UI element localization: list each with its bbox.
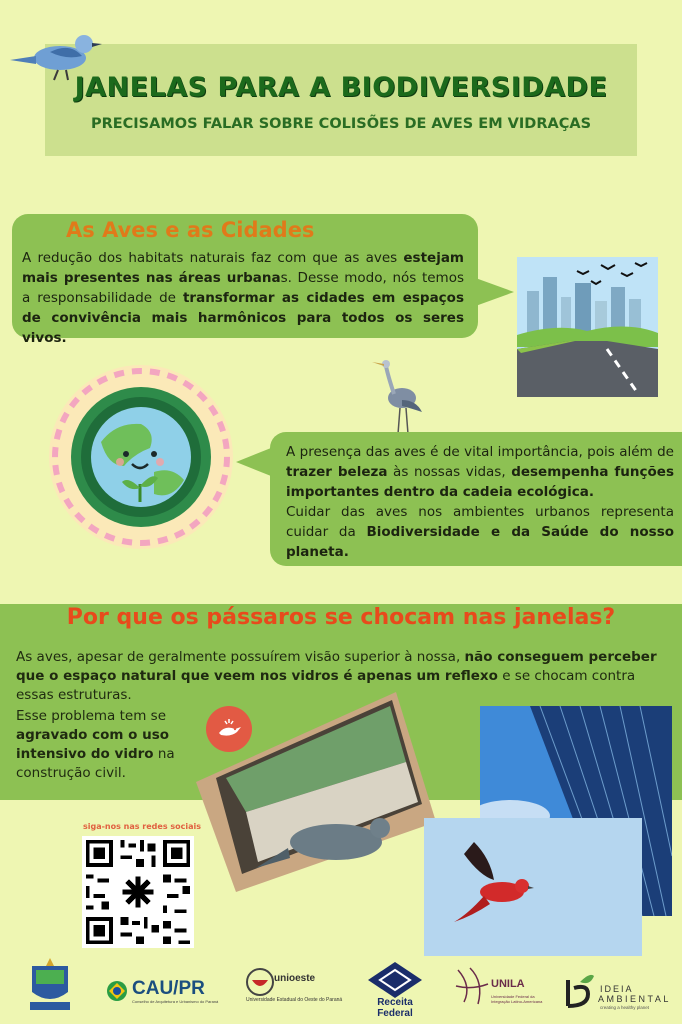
bird-importance-text: A presença das aves é de vital importância, pois além de trazer beleza às nossas vidas, desempenha funções importantes dentro da cadeia ecológica. Cuidar das aves nos ambientes urbanos representa cuidar da Biodiversidade e da Saúde do nosso planeta. bbox=[286, 444, 675, 560]
ideia-ambiental-logo-mark bbox=[560, 970, 596, 1012]
city-road-illustration bbox=[517, 257, 658, 397]
birds-cities-text: A redução dos habitats naturais faz com que as aves estejam mais presentes nas áreas urbanas. Desse modo, nós temos a responsabilidade de transformar as cidades em espaços de convivência mais harmônicos para todos os seres vivos. bbox=[22, 250, 464, 346]
window-collision-title: Por que os pássaros se chocam nas janelas? bbox=[66, 605, 616, 630]
glass-problem-text: Esse problema tem se agravado com o uso intensivo do vidro na construção civil. bbox=[16, 708, 175, 781]
unila-logo-mark bbox=[454, 966, 490, 1006]
bubble-tail bbox=[236, 446, 276, 478]
receita-federal-logo-mark bbox=[368, 962, 422, 998]
bubble-tail bbox=[470, 276, 514, 308]
unioeste-subtitle: Universidade Estadual do Oeste do Paraná bbox=[246, 997, 343, 1003]
unioeste-logo-text: unioeste bbox=[274, 973, 316, 984]
earth-birds-illustration bbox=[46, 362, 236, 552]
ideia-ambiental-logo-text-1: IDEIA bbox=[600, 984, 634, 994]
window-collision-text: As aves, apesar de geralmente possuírem visão superior à nossa, não conseguem perceber que o espaço natural que veem nos vidros é apenas um reflexo e se chocam contra essas estruturas. bbox=[16, 649, 657, 703]
municipal-coat-of-arms-logo bbox=[28, 958, 72, 1016]
birds-cities-title: As Aves e as Cidades bbox=[66, 218, 315, 242]
unila-subtitle: Universidade Federal da Integração Latino-Americana bbox=[491, 994, 543, 1004]
qr-code[interactable] bbox=[82, 836, 194, 948]
bird-window-photo bbox=[196, 692, 436, 892]
receita-federal-logo-text: Receita Federal bbox=[377, 997, 413, 1019]
page-subtitle: PRECISAMOS FALAR SOBRE COLISÕES DE AVES EM VIDRAÇAS bbox=[90, 116, 592, 132]
ideia-ambiental-logo-text-2: AMBIENTAL bbox=[598, 994, 671, 1004]
brazil-flag-icon bbox=[106, 980, 128, 1002]
unioeste-logo-mark bbox=[246, 968, 274, 996]
social-label: siga-nos nas redes sociais bbox=[82, 822, 202, 831]
unila-logo-text: UNILA bbox=[491, 978, 525, 990]
ideia-ambiental-tagline: creating a healthy planet bbox=[600, 1005, 650, 1010]
page-title: JANELAS PARA A BIODIVERSIDADE bbox=[74, 72, 608, 103]
heron-illustration bbox=[372, 356, 430, 436]
cau-pr-subtitle: Conselho de Arquitetura e Urbanismo do Paraná bbox=[132, 999, 219, 1004]
cau-pr-logo-text: CAU/PR bbox=[132, 978, 205, 999]
red-bird-photo bbox=[424, 818, 642, 956]
